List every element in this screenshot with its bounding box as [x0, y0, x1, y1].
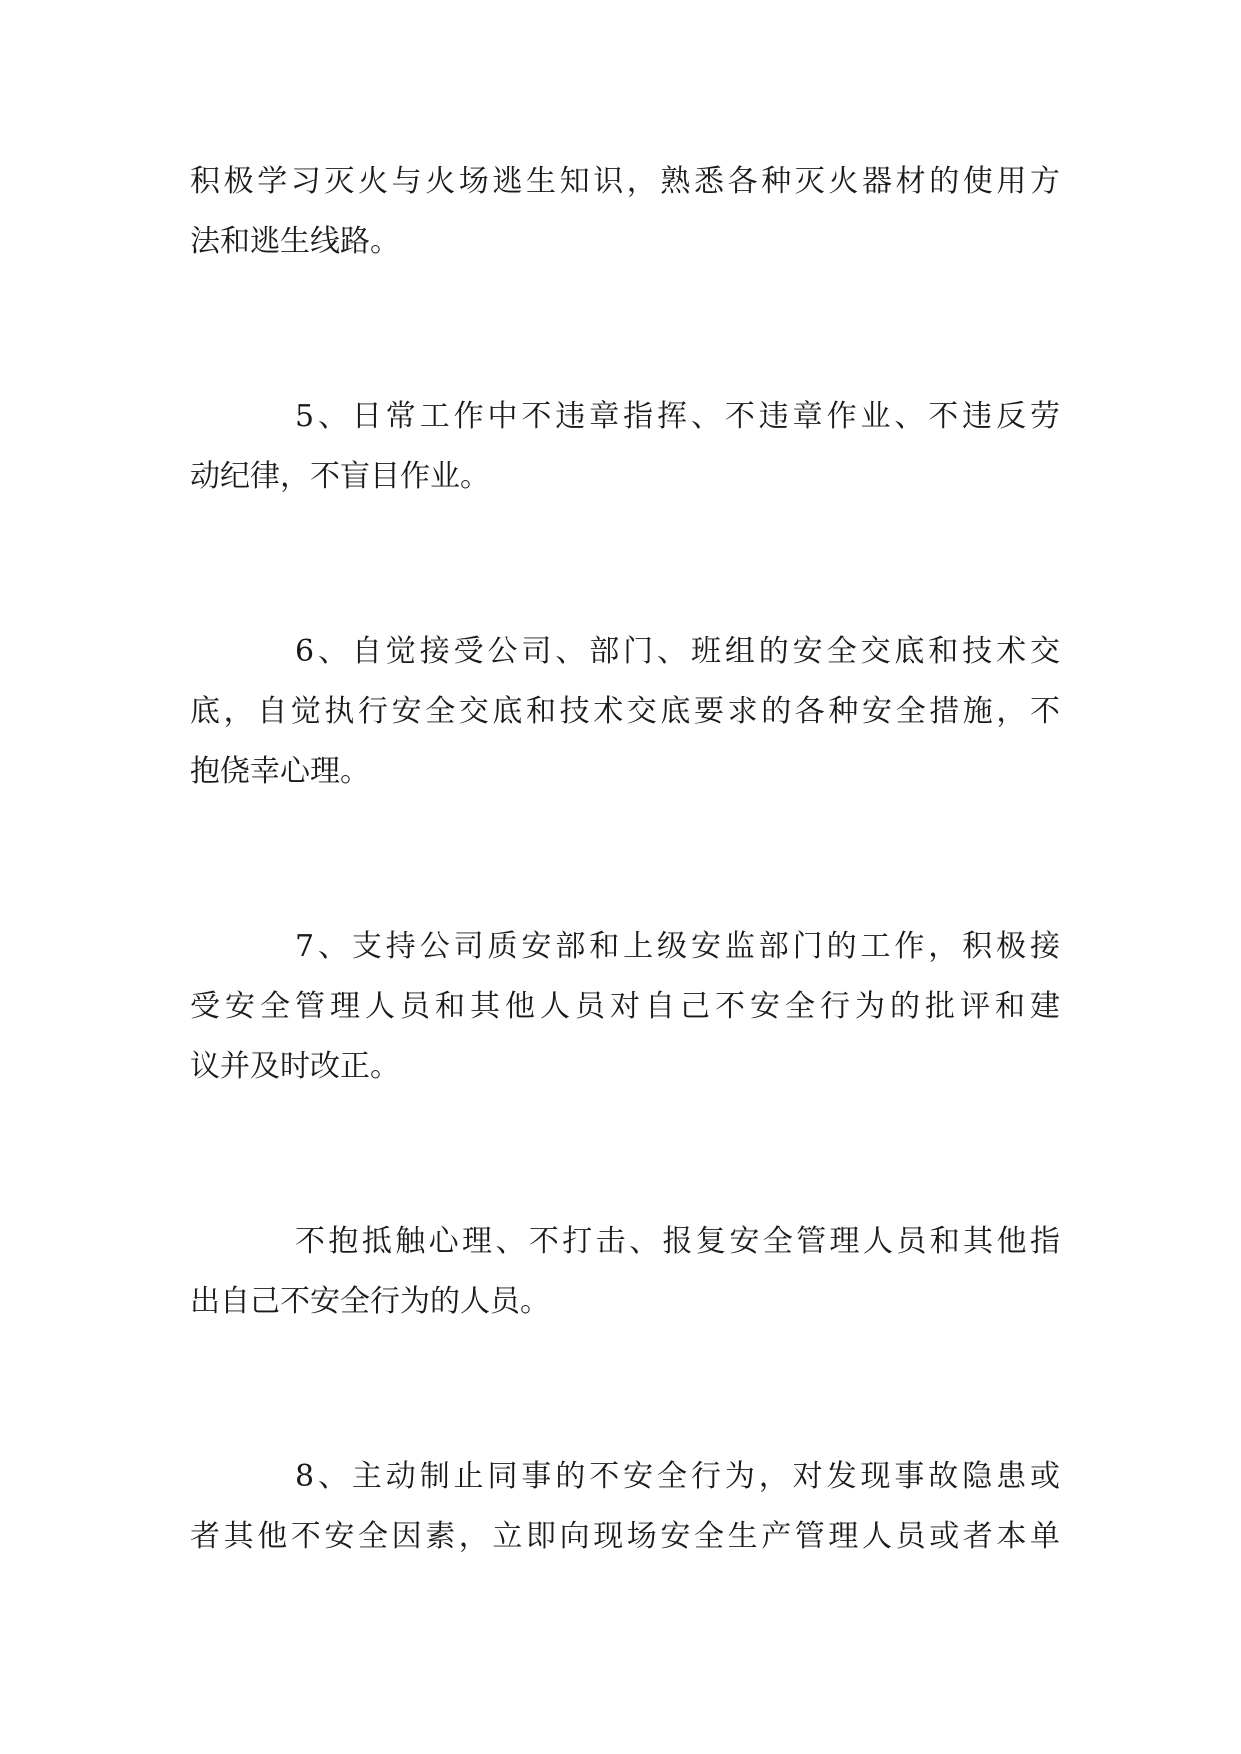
paragraph-3-line-2: 底，自觉执行安全交底和技术交底要求的各种安全措施，不	[190, 694, 1060, 729]
paragraph-3-line-1: 6、自觉接受公司、部门、班组的安全交底和技术交	[295, 634, 1060, 669]
paragraph-2-line-2: 动纪律，不盲目作业。	[190, 459, 490, 494]
paragraph-6-line-1: 8、主动制止同事的不安全行为，对发现事故隐患或	[295, 1459, 1060, 1494]
paragraph-3-line-3: 抱侥幸心理。	[190, 754, 370, 789]
paragraph-1-line-1: 积极学习灭火与火场逃生知识，熟悉各种灭火器材的使用方	[190, 164, 1060, 199]
paragraph-5-line-1: 不抱抵触心理、不打击、报复安全管理人员和其他指	[295, 1224, 1060, 1259]
paragraph-1-line-2: 法和逃生线路。	[190, 224, 400, 259]
paragraph-6-line-2: 者其他不安全因素，立即向现场安全生产管理人员或者本单	[190, 1519, 1060, 1554]
paragraph-4-line-1: 7、支持公司质安部和上级安监部门的工作，积极接	[295, 929, 1060, 964]
paragraph-4-line-3: 议并及时改正。	[190, 1049, 400, 1084]
paragraph-4-line-2: 受安全管理人员和其他人员对自己不安全行为的批评和建	[190, 989, 1060, 1024]
paragraph-2-line-1: 5、日常工作中不违章指挥、不违章作业、不违反劳	[295, 399, 1060, 434]
paragraph-5-line-2: 出自己不安全行为的人员。	[190, 1284, 550, 1319]
